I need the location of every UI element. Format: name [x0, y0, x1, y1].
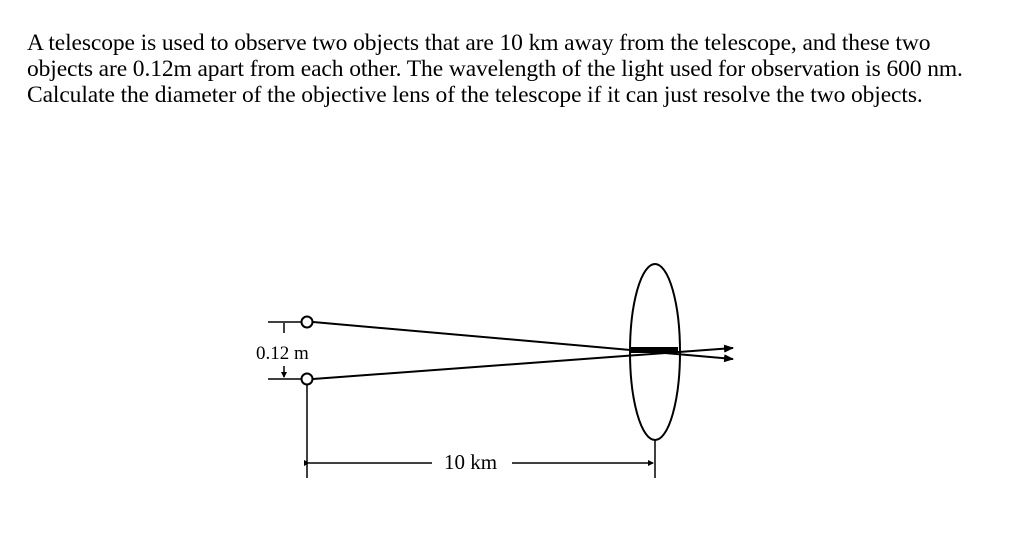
upper-object [302, 317, 313, 328]
distance-label: 10 km [444, 450, 498, 474]
separation-label: 0.12 m [256, 343, 309, 364]
problem-statement: A telescope is used to observe two objects that are 10 km away from the telescope, and these two objects are 0.12m apart from each other. The wavelength of the light used for observation is 600 nm. Calculate the diameter of the objective lens of the telescope if it can just resolve the two objects. [27, 30, 963, 108]
ray-crossing [630, 347, 678, 353]
lower-object [302, 374, 313, 385]
